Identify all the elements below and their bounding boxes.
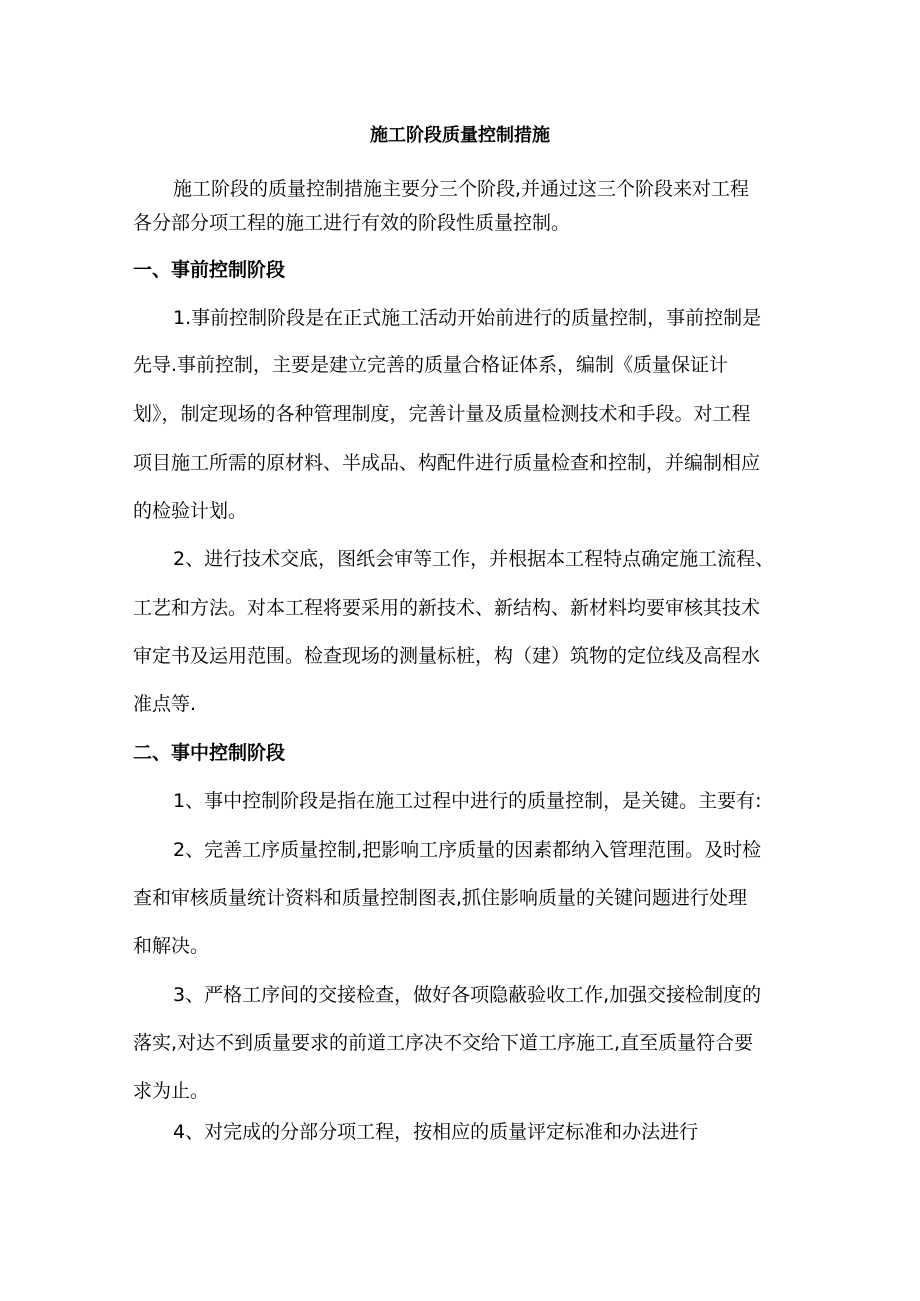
document-title: 施工阶段质量控制措施 <box>370 125 550 146</box>
paragraph-line: 项目施工所需的原材料、半成品、构配件进行质量检查和控制，并编制相应 <box>133 452 761 474</box>
paragraph-line: 准点等. <box>133 693 197 715</box>
paragraph-line: 先导.事前控制，主要是建立完善的质量合格证体系，编制《质量保证计 <box>133 354 729 376</box>
paragraph-line: 查和审核质量统计资料和质量控制图表,抓住影响质量的关键问题进行处理 <box>133 887 748 909</box>
paragraph-line: 4、对完成的分部分项工程，按相应的质量评定标准和办法进行 <box>173 1121 699 1143</box>
paragraph-line: 和解决。 <box>133 935 210 957</box>
paragraph-line: 求为止。 <box>133 1080 210 1102</box>
paragraph-line: 3、严格工序间的交接检查，做好各项隐蔽验收工作,加强交接检制度的 <box>173 984 762 1006</box>
paragraph-line: 的检验计划。 <box>133 500 248 522</box>
paragraph-line: 划》，制定现场的各种管理制度，完善计量及质量检测技术和手段。对工程 <box>133 403 751 425</box>
intro-line: 施工阶段的质量控制措施主要分三个阶段,并通过这三个阶段来对工程 <box>173 178 750 200</box>
section-heading-1: 一、事前控制阶段 <box>133 259 286 281</box>
paragraph-line: 工艺和方法。对本工程将要采用的新技术、新结构、新材料均要审核其技术 <box>133 597 761 619</box>
intro-line: 各分部分项工程的施工进行有效的阶段性质量控制。 <box>133 212 571 234</box>
paragraph-line: 1、事中控制阶段是指在施工过程中进行的质量控制，是关键。主要有: <box>173 790 762 812</box>
paragraph-line: 落实,对达不到质量要求的前道工序决不交给下道工序施工,直至质量符合要 <box>133 1032 754 1054</box>
paragraph-line: 审定书及运用范围。检查现场的测量标桩，构（建）筑物的定位线及高程水 <box>133 645 761 667</box>
paragraph-line: 1.事前控制阶段是在正式施工活动开始前进行的质量控制，事前控制是 <box>173 307 762 329</box>
paragraph-line: 2、进行技术交底，图纸会审等工作，并根据本工程特点确定施工流程、 <box>173 548 775 570</box>
paragraph-line: 2、完善工序质量控制,把影响工序质量的因素都纳入管理范围。及时检 <box>173 839 762 861</box>
section-heading-2: 二、事中控制阶段 <box>133 742 286 764</box>
